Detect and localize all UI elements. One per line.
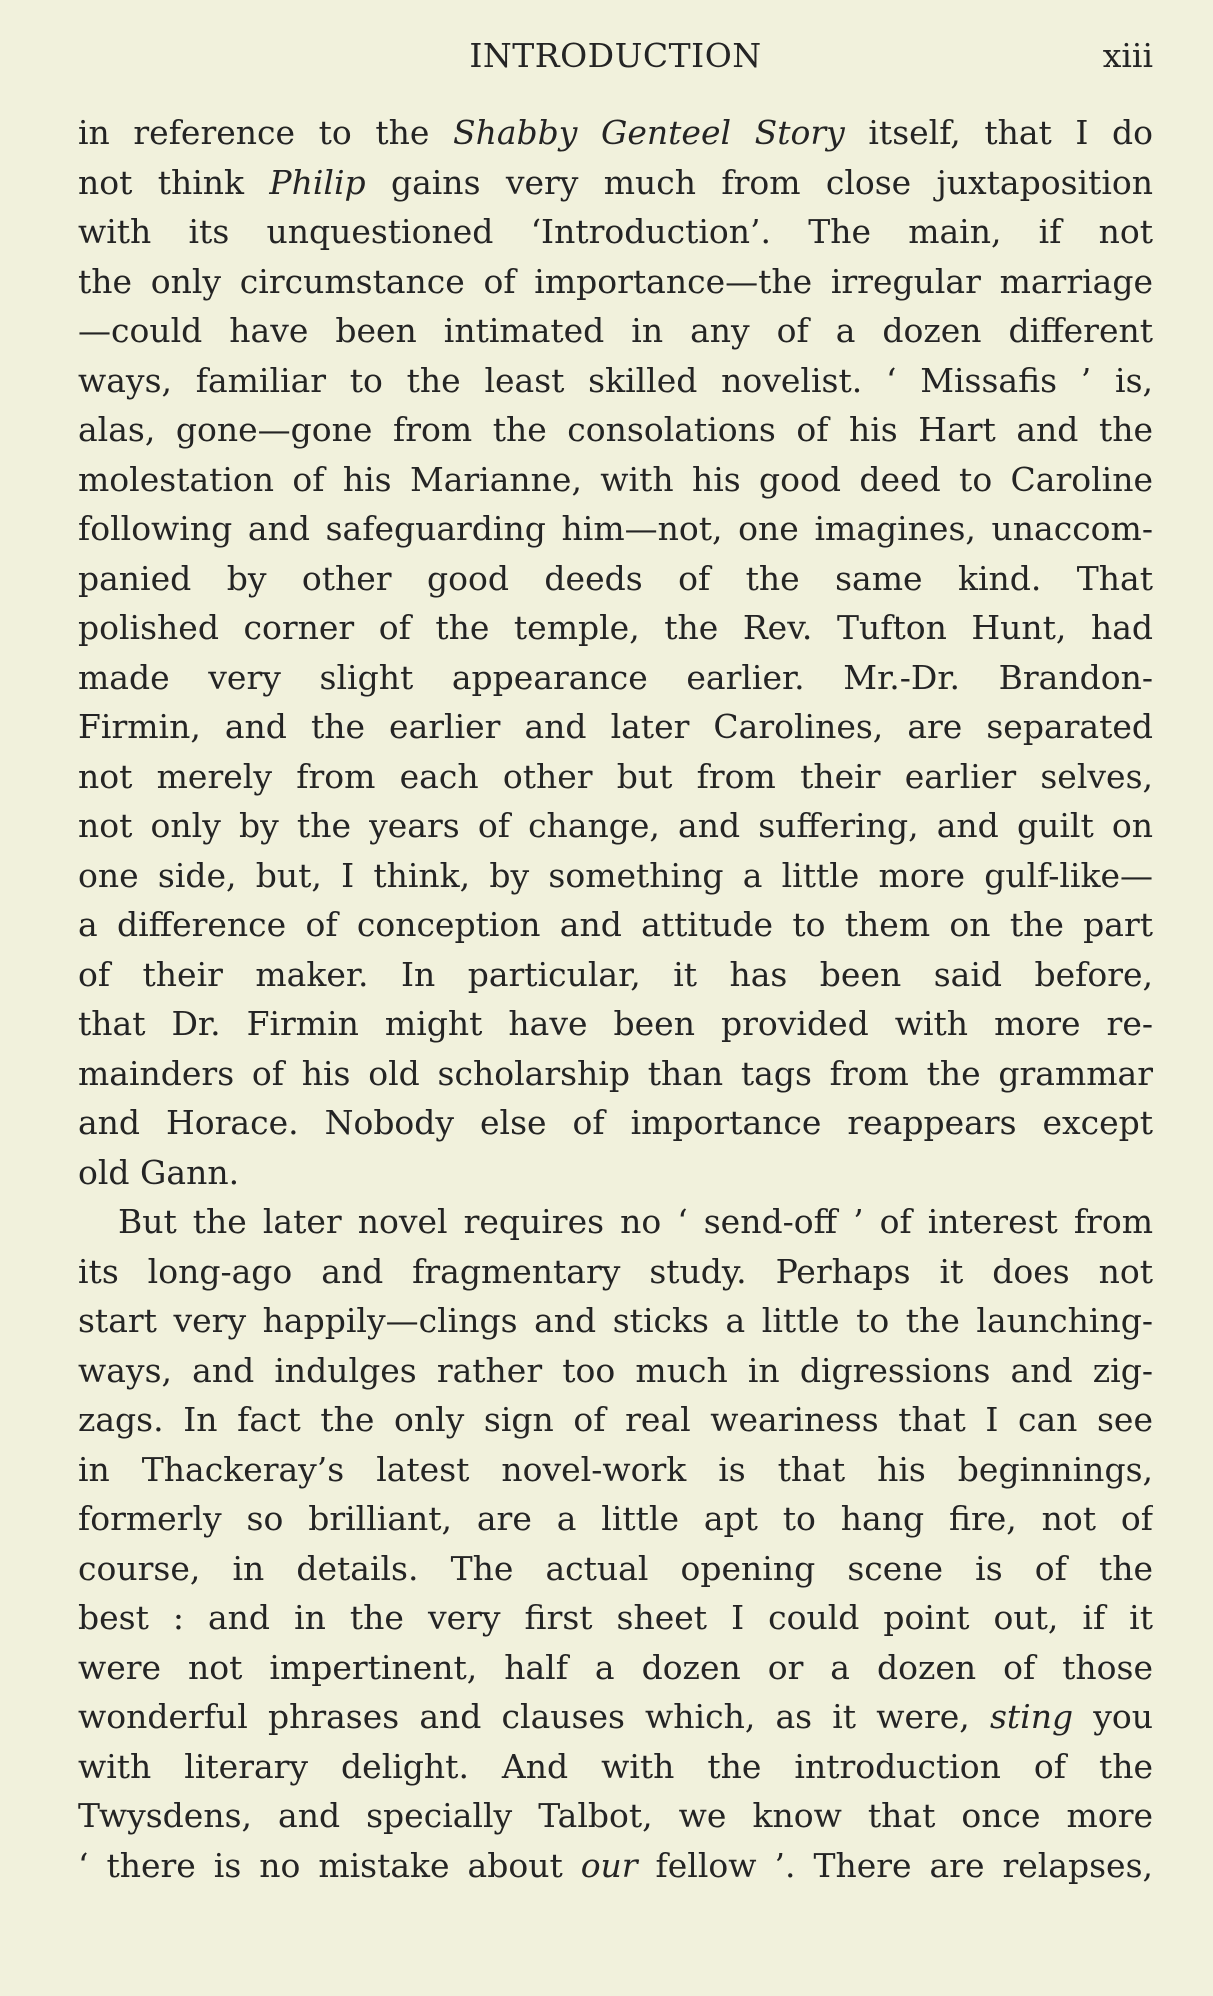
italic-text: our	[580, 1845, 638, 1885]
text-line	[78, 554, 1153, 604]
text-line	[78, 653, 1153, 703]
text-line	[78, 1247, 1153, 1297]
text-segment: in Thackeray’s latest novel-work is that his beginnings,	[78, 1449, 1153, 1489]
text-segment: gains very much from close juxtaposition	[365, 162, 1153, 202]
text-segment: molestation of his Marianne, with his good deed to Caroline	[78, 459, 1153, 499]
text-line	[78, 851, 1153, 901]
text-segment: best : and in the very first sheet I could point out, if it	[78, 1598, 1153, 1637]
text-segment: ways, and indulges rather too much in digressions and zig-	[78, 1350, 1153, 1390]
text-line	[78, 306, 1153, 356]
text-segment: old Gann.	[78, 1152, 240, 1192]
text-line	[78, 752, 1153, 802]
text-line	[78, 1593, 1153, 1643]
text-line	[78, 108, 1153, 158]
text-line	[78, 1296, 1153, 1346]
text-segment: itself, that I do	[844, 113, 1153, 152]
text-segment: with its unquestioned ‘Introduction’. The main, if not	[78, 212, 1153, 251]
text-line	[78, 1049, 1153, 1099]
body-text	[78, 108, 1153, 1890]
text-segment: course, in details. The actual opening scene is of the	[78, 1548, 1153, 1588]
text-segment: panied by other good deeds of the same kind. That	[78, 558, 1153, 598]
text-line	[78, 950, 1153, 1000]
text-segment: were not impertinent, half a dozen or a dozen of those	[78, 1647, 1153, 1687]
text-segment: wonderful phrases and clauses which, as it were,	[78, 1697, 990, 1736]
text-line	[78, 1395, 1153, 1445]
italic-text: Shabby Genteel Story	[452, 113, 845, 152]
text-segment: a difference of conception and attitude to them on the part	[78, 905, 1153, 944]
text-segment: alas, gone—gone from the consolations of his Hart and the	[78, 410, 1153, 449]
text-segment: polished corner of the temple, the Rev. Tufton Hunt, had	[78, 608, 1153, 647]
text-line	[78, 158, 1153, 208]
italic-text: sting	[989, 1697, 1074, 1736]
text-segment: Twysdens, and specially Talbot, we know that once more	[78, 1796, 1153, 1835]
text-segment: ways, familiar to the least skilled novelist. ‘ Missafis ’ is,	[78, 360, 1153, 400]
text-segment: But the later novel requires no ‘ send-off ’ of interest from	[118, 1202, 1153, 1241]
text-line	[78, 900, 1153, 950]
text-line	[78, 207, 1153, 257]
text-segment: not think	[78, 162, 270, 202]
text-segment: of their maker. In particular, it has been said before,	[78, 954, 1153, 994]
text-segment: following and safeguarding him—not, one imagines, unaccom-	[78, 509, 1153, 548]
text-line	[78, 1544, 1153, 1594]
text-segment: ‘ there is no mistake about	[78, 1845, 581, 1885]
text-segment: that Dr. Firmin might have been provided with more re-	[78, 1004, 1153, 1043]
text-segment: with literary delight. And with the introduction of the	[78, 1746, 1153, 1786]
page-number: xiii	[1102, 36, 1153, 75]
text-segment: not merely from each other but from their earlier selves,	[78, 756, 1153, 796]
text-segment: zags. In fact the only sign of real weariness that I can see	[78, 1400, 1153, 1439]
text-line	[78, 1841, 1153, 1891]
text-line	[78, 1148, 1153, 1198]
text-line	[78, 999, 1153, 1049]
text-segment: formerly so brilliant, are a little apt to hang fire, not of	[78, 1499, 1153, 1538]
text-line	[78, 504, 1153, 554]
running-title: INTRODUCTION	[469, 36, 762, 75]
text-segment: in reference to the	[78, 113, 453, 152]
text-segment: Firmin, and the earlier and later Carolines, are separated	[78, 707, 1153, 746]
text-line	[78, 257, 1153, 307]
text-line	[78, 356, 1153, 406]
text-line	[78, 1742, 1153, 1792]
text-segment: mainders of his old scholarship than tags from the grammar	[78, 1053, 1153, 1093]
text-segment: made very slight appearance earlier. Mr.-Dr. Brandon-	[78, 657, 1153, 697]
text-line	[78, 405, 1153, 455]
text-line	[78, 1643, 1153, 1693]
text-line	[78, 1445, 1153, 1495]
text-line	[78, 1197, 1153, 1247]
text-line	[78, 702, 1153, 752]
text-line	[78, 603, 1153, 653]
text-line	[78, 1791, 1153, 1841]
text-line	[78, 1346, 1153, 1396]
text-segment: not only by the years of change, and suffering, and guilt on	[78, 806, 1153, 845]
text-segment: and Horace. Nobody else of importance reappears except	[78, 1103, 1153, 1142]
text-segment: one side, but, I think, by something a little more gulf-like—	[78, 855, 1153, 895]
running-head	[78, 36, 1153, 86]
text-line	[78, 1494, 1153, 1544]
text-segment: —could have been intimated in any of a dozen different	[78, 311, 1153, 350]
text-line	[78, 1692, 1153, 1742]
text-segment: start very happily—clings and sticks a little to the launching-	[78, 1301, 1153, 1340]
text-segment: its long-ago and fragmentary study. Perhaps it does not	[78, 1251, 1153, 1291]
text-segment: you	[1073, 1697, 1153, 1736]
italic-text: Philip	[269, 162, 366, 202]
text-segment: the only circumstance of importance—the irregular marriage	[78, 261, 1153, 301]
text-line	[78, 455, 1153, 505]
text-line	[78, 801, 1153, 851]
text-line	[78, 1098, 1153, 1148]
text-segment: fellow ’. There are relapses,	[637, 1845, 1153, 1885]
